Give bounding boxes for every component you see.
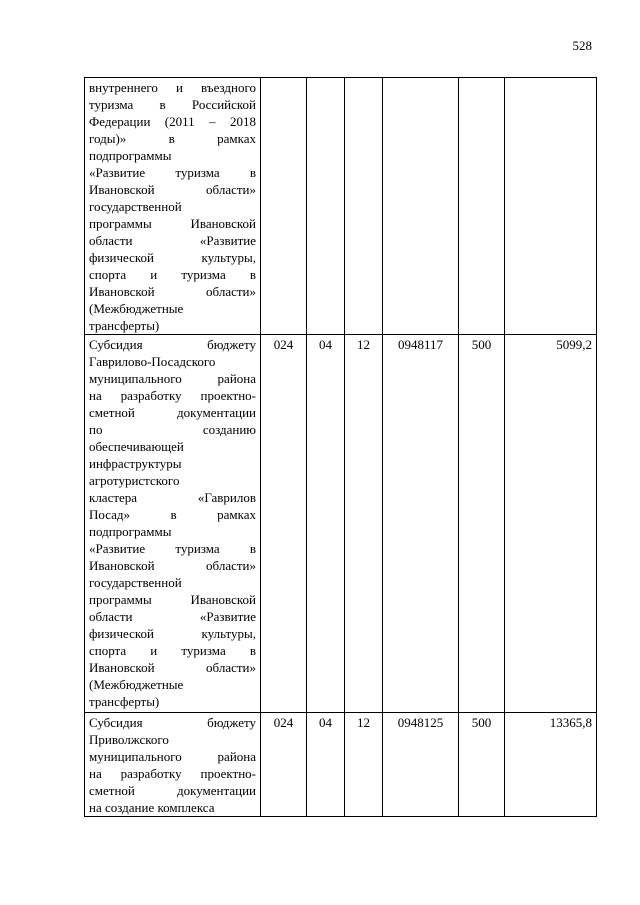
subsection-code: 12 [345, 713, 383, 817]
description-line: (Межбюджетные [89, 677, 184, 692]
description-line: «Развитие туризма в [89, 165, 256, 180]
amount: 13365,8 [505, 713, 597, 817]
budget-table [84, 77, 597, 817]
description-line: сметной документации [89, 783, 256, 798]
description-line: на создание комплекса [89, 800, 215, 815]
page-number: 528 [572, 38, 592, 53]
description-line: на разработку проектно- [89, 388, 256, 403]
description-line: Ивановской области» [89, 284, 256, 299]
description-line: муниципального района [89, 749, 256, 764]
description-line: физической культуры, [89, 250, 256, 265]
table-row [85, 335, 597, 713]
description-line: муниципального района [89, 371, 256, 386]
description-line: сметной документации [89, 405, 256, 420]
description-line: Гаврилово-Посадского [89, 354, 216, 369]
description-line: Субсидия бюджету [89, 337, 256, 352]
row-description [85, 335, 261, 713]
grbs-code [261, 78, 307, 335]
description-line: трансферты) [89, 318, 160, 333]
description-line: внутреннего и въездного [89, 80, 256, 95]
target-article-code [383, 78, 459, 335]
description-line: Ивановской области» [89, 558, 256, 573]
description-line: физической культуры, [89, 626, 256, 641]
grbs-code: 024 [261, 335, 307, 713]
description-line: государственной [89, 199, 182, 214]
description-line: Приволжского [89, 732, 169, 747]
description-line: области «Развитие [89, 609, 256, 624]
row-description [85, 78, 261, 335]
expense-type-code [459, 78, 505, 335]
amount [505, 78, 597, 335]
description-line: государственной [89, 575, 182, 590]
target-article-code: 0948125 [383, 713, 459, 817]
grbs-code: 024 [261, 713, 307, 817]
section-code: 04 [307, 713, 345, 817]
description-line: годы)» в рамках [89, 131, 256, 146]
description-line: Ивановской области» [89, 182, 256, 197]
amount: 5099,2 [505, 335, 597, 713]
description-line: обеспечивающей [89, 439, 184, 454]
table-row [85, 713, 597, 817]
description-line: подпрограммы [89, 148, 172, 163]
section-code [307, 78, 345, 335]
description-line: Ивановской области» [89, 660, 256, 675]
description-line: Федерации (2011 – 2018 [89, 114, 256, 129]
description-line: (Межбюджетные [89, 301, 184, 316]
subsection-code: 12 [345, 335, 383, 713]
expense-type-code: 500 [459, 713, 505, 817]
target-article-code: 0948117 [383, 335, 459, 713]
description-line: Субсидия бюджету [89, 715, 256, 730]
description-line: подпрограммы [89, 524, 172, 539]
description-line: «Развитие туризма в [89, 541, 256, 556]
description-line: программы Ивановской [89, 592, 256, 607]
description-line: по созданию [89, 422, 256, 437]
description-line: туризма в Российской [89, 97, 256, 112]
subsection-code [345, 78, 383, 335]
description-line: программы Ивановской [89, 216, 256, 231]
description-line: спорта и туризма в [89, 643, 256, 658]
row-description [85, 713, 261, 817]
description-line: трансферты) [89, 694, 160, 709]
description-line: спорта и туризма в [89, 267, 256, 282]
description-line: инфраструктуры [89, 456, 182, 471]
expense-type-code: 500 [459, 335, 505, 713]
table-row [85, 78, 597, 335]
description-line: агротуристского [89, 473, 180, 488]
description-line: на разработку проектно- [89, 766, 256, 781]
description-line: Посад» в рамках [89, 507, 256, 522]
description-line: кластера «Гаврилов [89, 490, 256, 505]
section-code: 04 [307, 335, 345, 713]
description-line: области «Развитие [89, 233, 256, 248]
